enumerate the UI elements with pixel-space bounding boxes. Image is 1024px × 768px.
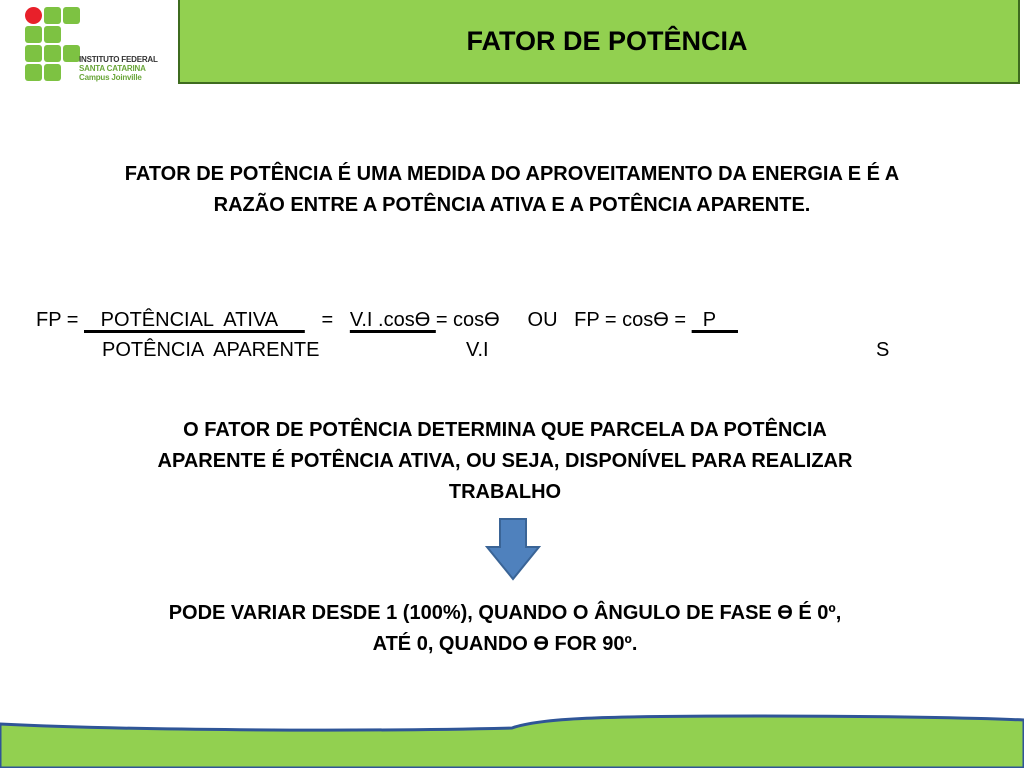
logo-line3: Campus Joinville bbox=[79, 73, 142, 82]
logo-line2: SANTA CATARINA bbox=[79, 64, 146, 73]
explanation-line3: TRABALHO bbox=[448, 481, 562, 503]
range-line2: ATÉ 0, QUANDO ϴ FOR 90º. bbox=[372, 633, 638, 655]
logo-square bbox=[44, 64, 61, 81]
definition-paragraph bbox=[0, 159, 1024, 221]
logo-square bbox=[44, 26, 61, 43]
explanation-paragraph bbox=[30, 415, 980, 508]
formula-numerator-row bbox=[36, 306, 738, 334]
range-paragraph bbox=[30, 598, 980, 660]
denominator-s: S bbox=[876, 339, 890, 361]
logo-square bbox=[25, 26, 42, 43]
logo-square bbox=[25, 64, 42, 81]
footer-band bbox=[0, 712, 1024, 768]
definition-line1: FATOR DE POTÊNCIA É UMA MEDIDA DO APROVEITAMENTO DA ENERGIA E É A bbox=[124, 163, 900, 185]
fp-equals: FP = bbox=[36, 309, 84, 331]
logo-red-dot bbox=[25, 7, 42, 24]
institution-logo bbox=[22, 6, 182, 86]
denominator-apparent-power: POTÊNCIA APARENTE bbox=[102, 339, 320, 361]
denominator-vi: V.I bbox=[466, 339, 489, 361]
equals-cos-or: = cosϴ OU FP = cosϴ = bbox=[435, 309, 692, 331]
slide-title: FATOR DE POTÊNCIA bbox=[466, 25, 748, 56]
range-line1: PODE VARIAR DESDE 1 (100%), QUANDO O ÂNGULO DE FASE ϴ É 0º, bbox=[168, 602, 842, 624]
equals-sign: = bbox=[304, 309, 350, 331]
logo-square bbox=[63, 45, 80, 62]
title-box bbox=[178, 0, 1020, 84]
logo-line1: INSTITUTO FEDERAL bbox=[79, 55, 158, 64]
formula-denominator-row bbox=[102, 336, 319, 364]
explanation-line2: APARENTE É POTÊNCIA ATIVA, OU SEJA, DISPONÍVEL PARA REALIZAR bbox=[157, 450, 853, 472]
down-arrow-icon bbox=[485, 517, 541, 581]
logo-square bbox=[44, 45, 61, 62]
explanation-line1: O FATOR DE POTÊNCIA DETERMINA QUE PARCELA DA POTÊNCIA bbox=[183, 419, 827, 441]
numerator-p: P bbox=[691, 309, 738, 331]
logo-square bbox=[44, 7, 61, 24]
numerator-vi-cos: V.I .cosϴ bbox=[349, 309, 436, 331]
numerator-active-power: POTÊNCIAL ATIVA bbox=[84, 309, 305, 331]
logo-square bbox=[63, 7, 80, 24]
definition-line2: RAZÃO ENTRE A POTÊNCIA ATIVA E A POTÊNCIA APARENTE. bbox=[213, 194, 811, 216]
logo-square bbox=[25, 45, 42, 62]
logo-text bbox=[79, 55, 158, 82]
